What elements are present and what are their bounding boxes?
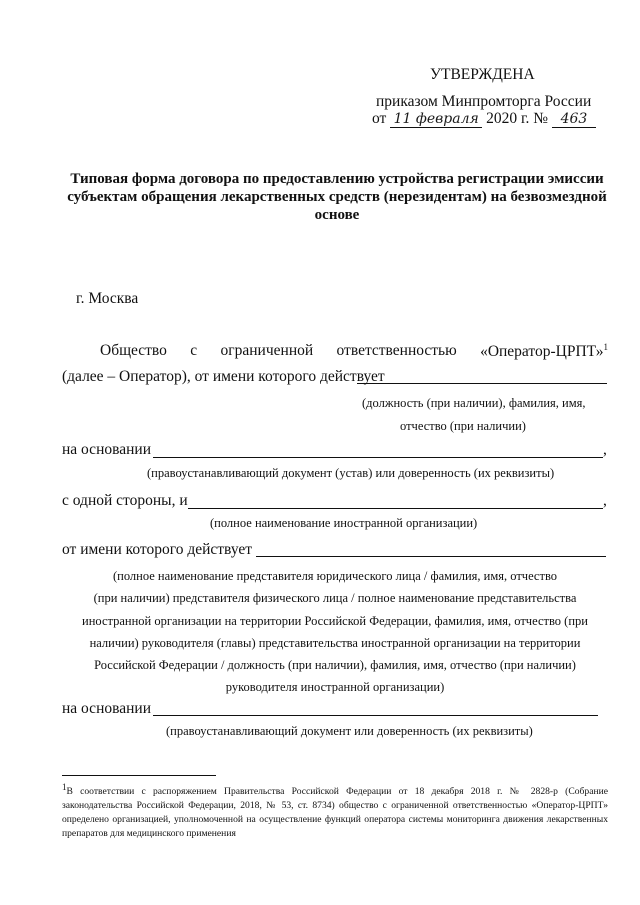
word: Общество	[100, 342, 167, 359]
footnote-ref: 1	[603, 342, 608, 352]
date-prefix: от	[372, 110, 387, 127]
hint-line: Российской Федерации / должность (при наличии), фамилия, имя, отчество (при наличии)	[94, 658, 576, 673]
hint-line: руководителя иностранной организации)	[225, 680, 445, 695]
word: с	[190, 342, 198, 359]
basis-document-field-2[interactable]	[153, 715, 598, 716]
operator-name: «Оператор-ЦРПТ»$^1$	[480, 342, 608, 361]
hint-line: (при наличии) представителя физического лица / полное наименование представительства	[93, 591, 577, 606]
hint-position-name: (должность (при наличии), фамилия, имя,	[362, 396, 586, 410]
hint-foreign-organization: (полное наименование иностранной организации)	[210, 516, 478, 530]
footnote-separator	[62, 775, 216, 776]
word: ограниченной	[220, 342, 314, 359]
hint-representative-block	[62, 565, 608, 699]
operator-representative-field[interactable]	[357, 383, 607, 384]
operator-acting-label: (далее – Оператор), от имени которого действует	[62, 368, 385, 385]
basis-label-2: на основании	[62, 700, 151, 717]
order-year: 2020 г. №	[486, 110, 549, 127]
hint-basis-document-2: (правоустанавливающий документ или доверенность (их реквизиты)	[166, 724, 533, 738]
basis-document-field[interactable]	[153, 457, 603, 458]
foreign-representative-field[interactable]	[256, 556, 606, 557]
document-title: Типовая форма договора по предоставлению устройства регистрации эмиссии субъектам обращения лекарственных средств (нерезидентам) на безвозмездной основе	[67, 171, 607, 223]
order-line: приказом Минпромторга России	[376, 93, 592, 110]
city: г. Москва	[76, 290, 139, 307]
word: ответственностью	[336, 342, 457, 359]
order-date-line	[372, 110, 596, 128]
handwritten-date: 11 февраля	[390, 111, 482, 128]
footnote-text: В соответствии с распоряжением Правительства Российской Федерации от 18 декабря 2018 г. № 2828-р (Собрание законодательства Российской Федерации, 2018, № 53, ст. 8734) общество с ограниченной ответственностью «Оператор-ЦРПТ» определено организацией, уполномоченной на осуществление функций оператора системы мониторинга движения лекарственных препаратов для медицинского применения	[62, 786, 608, 840]
one-side-label: с одной стороны, и	[62, 492, 188, 509]
footnote	[62, 780, 608, 841]
basis-label: на основании	[62, 441, 151, 458]
hint-line: (полное наименование представителя юридического лица / фамилия, имя, отчество	[112, 569, 558, 583]
hint-basis-document: (правоустанавливающий документ (устав) или доверенность (их реквизиты)	[147, 466, 555, 480]
hint-line: иностранной организации на территории Российской Федерации, фамилия, имя, отчество (при	[82, 613, 588, 628]
approved-heading: УТВЕРЖДЕНА	[430, 66, 535, 83]
handwritten-number: 463	[552, 111, 596, 128]
comma: ,	[603, 441, 607, 458]
footnote-mark: 1	[62, 782, 67, 792]
hint-line: наличии) руководителя (главы) представительства иностранной организации на территории	[89, 635, 581, 650]
acting-label: от имени которого действует	[62, 541, 253, 558]
comma: ,	[603, 492, 607, 509]
paragraph-first-line	[100, 342, 608, 361]
foreign-organization-field[interactable]	[188, 508, 603, 509]
hint-patronymic: отчество (при наличии)	[400, 419, 526, 433]
